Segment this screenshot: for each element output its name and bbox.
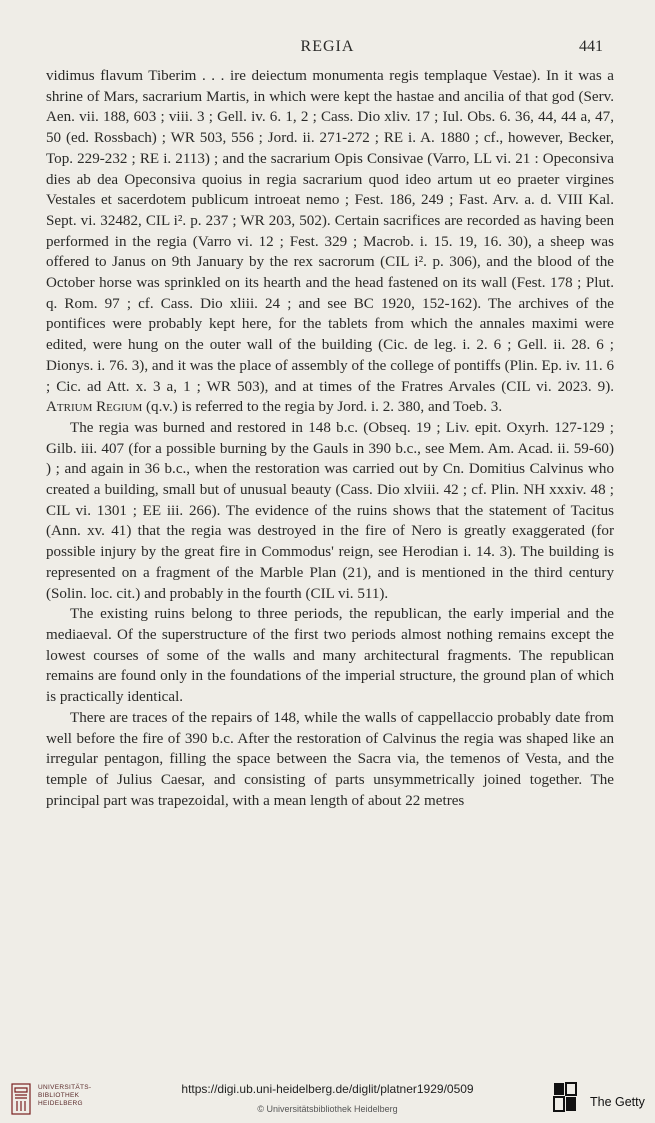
page-footer xyxy=(0,1080,655,1123)
paragraph-3: The existing ruins belong to three periods, the republican, the early imperial and the mediaeval. Of the superstructure of the first two periods almost nothing remains except the lowest courses of some of the walls and many architectural fragments. The republican remains are found only in the foundations of the imperial structure, the ground plan of which is practically identical. xyxy=(46,606,614,706)
paragraph-1-text: vidimus flavum Tiberim . . . ire deiectum monumenta regis templaque Vestae). In it was a shrine of Mars, sacrarium Martis, in which were kept the hastae and ancilia of that god (Serv. Aen. vii. 188, 603 ; viii. 3 ; Gell. iv. 6. 1, 2 ; Cass. Dio xliv. 17 ; Iul. Obs. 6. 36, 44, 44 a, 47, 50 (ed. Rossbach) ; WR 503, 556 ; Jord. ii. 271-272 ; RE i. A. 1880 ; cf., however, Becker, Top. 229-232 ; RE i. 2113) ; and the sacrarium Opis Consivae (Varro, LL vi. 21 : Opeconsiva dies ab dea Opeconsiva quoius in regia sacrarium quod ideo artum ut eo praeter virgines Vestales et sacerdotem publicum introeat nemo ; Fest. 186, 249 ; Fast. Arv. a. d. VIII Kal. Sept. vi. 32482, CIL i². p. 237 ; WR 203, 502). Certain sacrifices are recorded as having been performed in the regia (Varro vi. 12 ; Fest. 329 ; Macrob. i. 15. 19, 16. 30), a sheep was offered to Janus on 9th January by the rex sacrorum (CIL i². p. 306), and the blood of the October horse was sprinkled on its hearth and the head fastened on its wall (Fest. 178 ; Plut. q. Rom. 97 ; cf. Cass. Dio xliii. 24 ; and see BC 1920, 152-162). The archives of the pontifices were probably kept here, for the tablets from which the annales maximi were edited, were hung on the outer wall of the building (Cic. de leg. i. 2. 6 ; Gell. ii. 28. 6 ; Dionys. i. 76. 3), and it was the place of assembly of the college of pontiffs (Plin. Ep. iv. 11. 6 ; Cic. ad Att. x. 3 a, 1 ; WR 503), and at times of the Fratres Arvales (CIL vi. 2023. 9). xyxy=(46,68,614,395)
institution-line-1: UNIVERSITÄTS- xyxy=(38,1084,92,1091)
running-title: REGIA xyxy=(300,38,355,55)
body-text xyxy=(46,66,614,811)
paragraph-1 xyxy=(46,66,614,418)
page-number: 441 xyxy=(579,38,603,55)
paragraph-1-end: (q.v.) is referred to the regia by Jord. i. 2. 380, and Toeb. 3. xyxy=(146,399,503,416)
copyright-notice: © Universitätsbibliothek Heidelberg xyxy=(257,1104,398,1114)
institution-line-3: HEIDELBERG xyxy=(38,1100,83,1107)
paragraph-2: The regia was burned and restored in 148 b.c. (Obseq. 19 ; Liv. epit. Oxyrh. 127-129 ; Gilb. iii. 407 (for a possible burning by the Gauls in 390 b.c., see Mem. Am. Acad. ii. 59-60) ) ; and again in 36 b.c., when the restoration was carried out by Cn. Domitius Calvinus who created a building, small but of unusual beauty (Cass. Dio xlviii. 42 ; cf. Plin. NH xxxiv. 48 ; CIL vi. 1301 ; EE iii. 266). The evidence of the ruins shows that the statement of Tacitus (Ann. xv. 41) that the regia was destroyed in the fire of Nero is greatly exaggerated (for possible injury by the great fire in Commodus' reign, see Herodian i. 14. 3). The building is represented on a fragment of the Marble Plan (21), and is mentioned in the third century (Solin. loc. cit.) and probably in the fourth (CIL vi. 511). xyxy=(46,419,614,602)
permalink-url[interactable]: https://digi.ub.uni-heidelberg.de/diglit/platner1929/0509 xyxy=(181,1082,474,1096)
institution-line-2: BIBLIOTHEK xyxy=(38,1092,80,1099)
getty-logo-icon xyxy=(553,1082,577,1112)
page-header xyxy=(46,38,609,62)
getty-name: The Getty xyxy=(590,1095,645,1109)
atrium-regium-small-caps: Atrium Regium xyxy=(46,399,143,416)
paragraph-4: There are traces of the repairs of 148, while the walls of cappellaccio probably date from well before the fire of 390 b.c. After the restoration of Calvinus the regia was shaped like an irregular pentagon, filling the space between the Sacra via, the temenos of Vesta, and the temple of Julius Caesar, and consisting of parts unsymmetrically joined together. The principal part was trapezoidal, with a mean length of about 22 metres xyxy=(46,709,614,809)
